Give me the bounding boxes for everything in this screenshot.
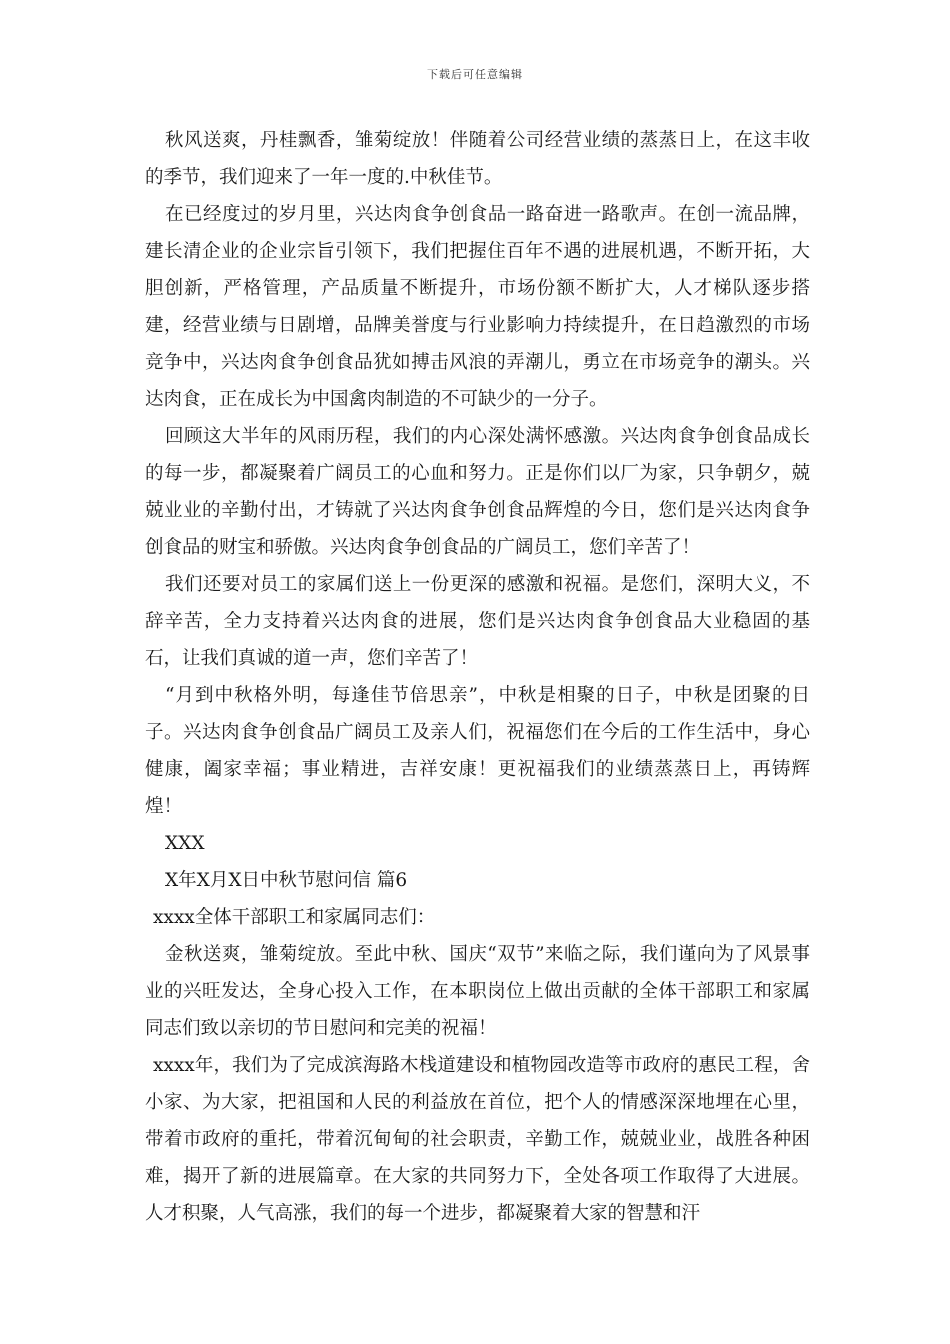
salutation: xxxx全体干部职工和家属同志们：: [153, 907, 436, 928]
paragraph-thanks-families: 我们还要对员工的家属们送上一份更深的感激和祝福。是您们，深明大义，不辞辛苦，全力支持着兴达肉食的进展，您们是兴达肉食争创食品大业稳固的基石，让我们真诚的道一声，您们辛苦了！: [145, 574, 810, 669]
paragraph-gratitude-staff: 回顾这大半年的风雨历程，我们的内心深处满怀感激。兴达肉食争创食品成长的每一步，都凝聚着广阔员工的心血和努力。正是你们以厂为家，只争朝夕，兢兢业业的辛勤付出，才铸就了兴达肉食争创食品辉煌的今日，您们是兴达肉食争创食品的财宝和骄傲。兴达肉食争创食品的广阔员工，您们辛苦了！: [145, 426, 810, 558]
section-title: X年X月X日中秋节慰问信 篇6: [165, 870, 408, 891]
paragraph-festival-greeting: 金秋送爽，雏菊绽放。至此中秋、国庆“双节”来临之际，我们谨向为了风景事业的兴旺发达，全身心投入工作，在本职岗位上做出贡献的全体干部职工和家属同志们致以亲切的节日慰问和完美的祝福！: [145, 944, 810, 1039]
letter-body: [145, 122, 810, 1232]
paragraph-autumn-greeting: 秋风送爽，丹桂飘香，雏菊绽放！伴随着公司经营业绩的蒸蒸日上，在这丰收的季节，我们迎来了一年一度的.中秋佳节。: [145, 130, 810, 188]
page-header-note: 下载后可任意编辑: [427, 68, 523, 81]
signature: XXX: [165, 833, 205, 854]
paragraph-company-progress: 在已经度过的岁月里，兴达肉食争创食品一路奋进一路歌声。在创一流品牌，建长清企业的企业宗旨引领下，我们把握住百年不遇的进展机遇，不断开拓，大胆创新，严格管理，产品质量不断提升，市场份额不断扩大，人才梯队逐步搭建，经营业绩与日剧增，品牌美誉度与行业影响力持续提升，在日趋激烈的市场竞争中，兴达肉食争创食品犹如搏击风浪的弄潮儿，勇立在市场竞争的潮头。兴达肉食，正在成长为中国禽肉制造的不可缺少的一分子。: [145, 204, 810, 410]
paragraph-mid-autumn-wishes: “月到中秋格外明，每逢佳节倍思亲”，中秋是相聚的日子，中秋是团聚的日子。兴达肉食争创食品广阔员工及亲人们，祝福您们在今后的工作生活中，身心健康，阖家幸福；事业精进，吉祥安康！更祝福我们的业绩蒸蒸日上，再铸辉煌！: [145, 685, 810, 817]
paragraph-year-review: xxxx年，我们为了完成滨海路木栈道建设和植物园改造等市政府的惠民工程，舍小家、为大家，把祖国和人民的利益放在首位，把个人的情感深深地埋在心里，带着市政府的重托，带着沉甸甸的社会职责，辛勤工作，兢兢业业，战胜各种困难，揭开了新的进展篇章。在大家的共同努力下，全处各项工作取得了大进展。人才积聚，人气高涨，我们的每一个进步，都凝聚着大家的智慧和汗: [145, 1055, 810, 1224]
